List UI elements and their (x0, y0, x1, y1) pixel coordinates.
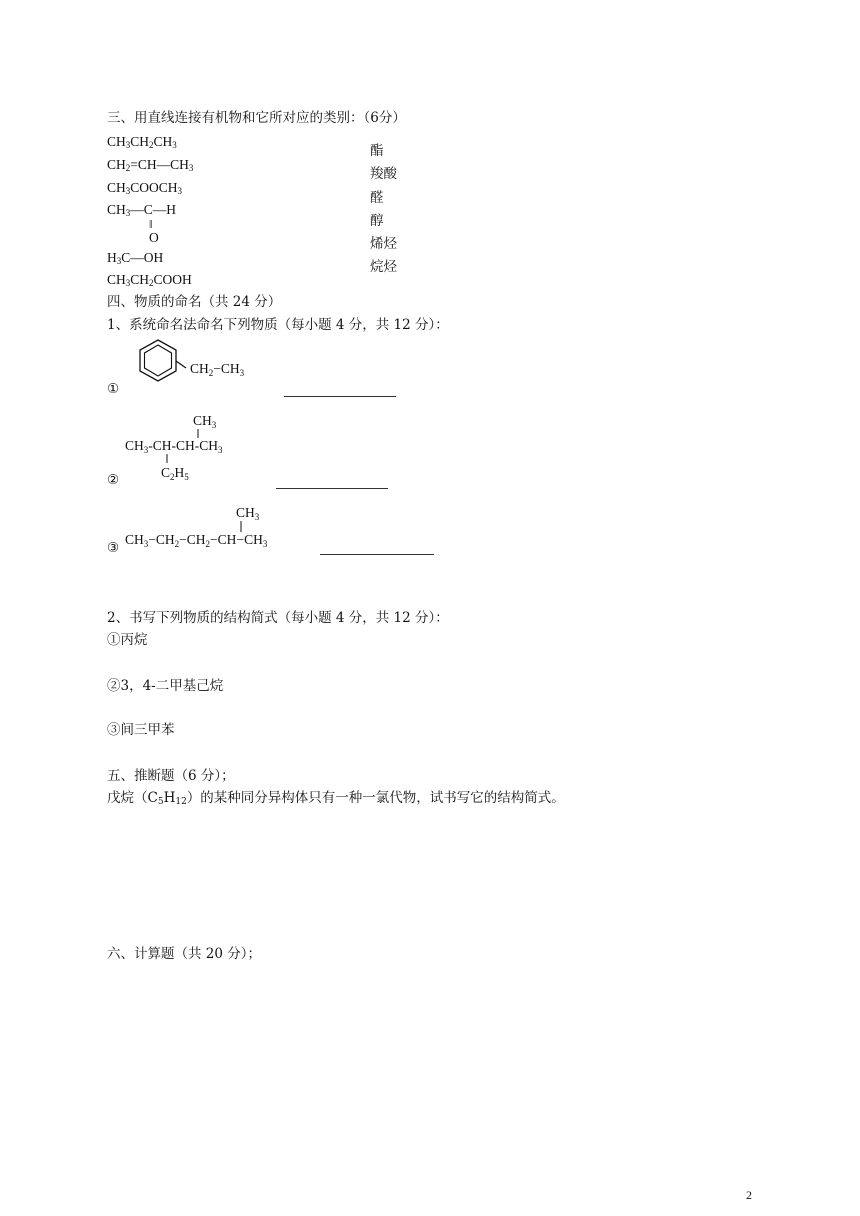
benzene-inner-ring (145, 345, 172, 376)
section5-title: 五、推断题（6 分）； (107, 768, 235, 784)
mark-3: ③ (107, 540, 120, 556)
methyl-branch-label: $CH_3$ (236, 505, 260, 522)
chain-label: $CH_3-CH_2-CH_2-CH-CH_3$ (125, 532, 268, 549)
benzene-ring (140, 340, 176, 381)
aldehyde-oxygen: O (149, 230, 159, 245)
question-propane: ①丙烷 (107, 632, 148, 648)
question-trimethylbenzene: ③间三甲苯 (107, 722, 175, 738)
class-alcohol[interactable]: 醇 (370, 213, 384, 229)
compound-aldehyde: $CH_3—C—H$ (107, 202, 177, 218)
page-number: 2 (746, 1188, 752, 1202)
structure-2 (120, 405, 280, 485)
mark-2: ② (107, 472, 120, 488)
question-dimethylhexane: ②3，4-二甲基己烷 (107, 678, 224, 694)
main-chain-label: $CH_3-CH-CH-CH_3$ (125, 438, 223, 455)
section5-question: 戊烷$(C_5H_{12})$的某种同分异构体只有一种一氯代物，试书写它的结构简式。 (107, 790, 565, 807)
compound-propene: $CH_2=CH—CH_3$ (107, 157, 194, 173)
mark-1: ① (107, 381, 120, 397)
answer-blank-2[interactable] (276, 488, 388, 489)
ethyl-label: $C_2H_5$ (161, 465, 189, 482)
class-alkene[interactable]: 烯烃 (370, 236, 397, 252)
compound-propanoic-acid: $CH_3CH_2COOH$ (107, 272, 192, 288)
structure-3 (120, 500, 320, 555)
section4-title: 四、物质的命名（共 24 分） (107, 294, 282, 310)
class-alkane[interactable]: 烷烃 (370, 259, 397, 275)
compound-propane: $CH_3CH_2CH_3$ (107, 134, 177, 150)
compound-ester: $CH_3COOCH_3$ (107, 180, 183, 196)
section3-title: 三、用直线连接有机物和它所对应的类别：（6分） (107, 110, 406, 126)
ethylbenzene-structure (120, 335, 270, 395)
compound-methanol: $H_3C—OH$ (107, 250, 164, 266)
section4-sub1: 1、系统命名法命名下列物质（每小题 4 分，共 12 分）： (107, 317, 449, 333)
class-ester[interactable]: 酯 (370, 143, 384, 159)
class-aldehyde[interactable]: 醛 (370, 190, 384, 206)
ring-bond (176, 361, 186, 368)
aldehyde-double-bond: ‖ (149, 217, 153, 231)
answer-blank-3[interactable] (320, 554, 434, 555)
answer-blank-1[interactable] (284, 396, 396, 397)
section6-title: 六、计算题（共 20 分）； (107, 946, 262, 962)
top-methyl-label: $CH_3$ (193, 413, 217, 430)
class-carboxylic-acid[interactable]: 羧酸 (370, 166, 397, 182)
ethyl-ch2-label: $CH_2-CH_3$ (190, 361, 245, 378)
section4-sub2: 2、书写下列物质的结构简式（每小题 4 分，共 12 分）： (107, 610, 449, 626)
